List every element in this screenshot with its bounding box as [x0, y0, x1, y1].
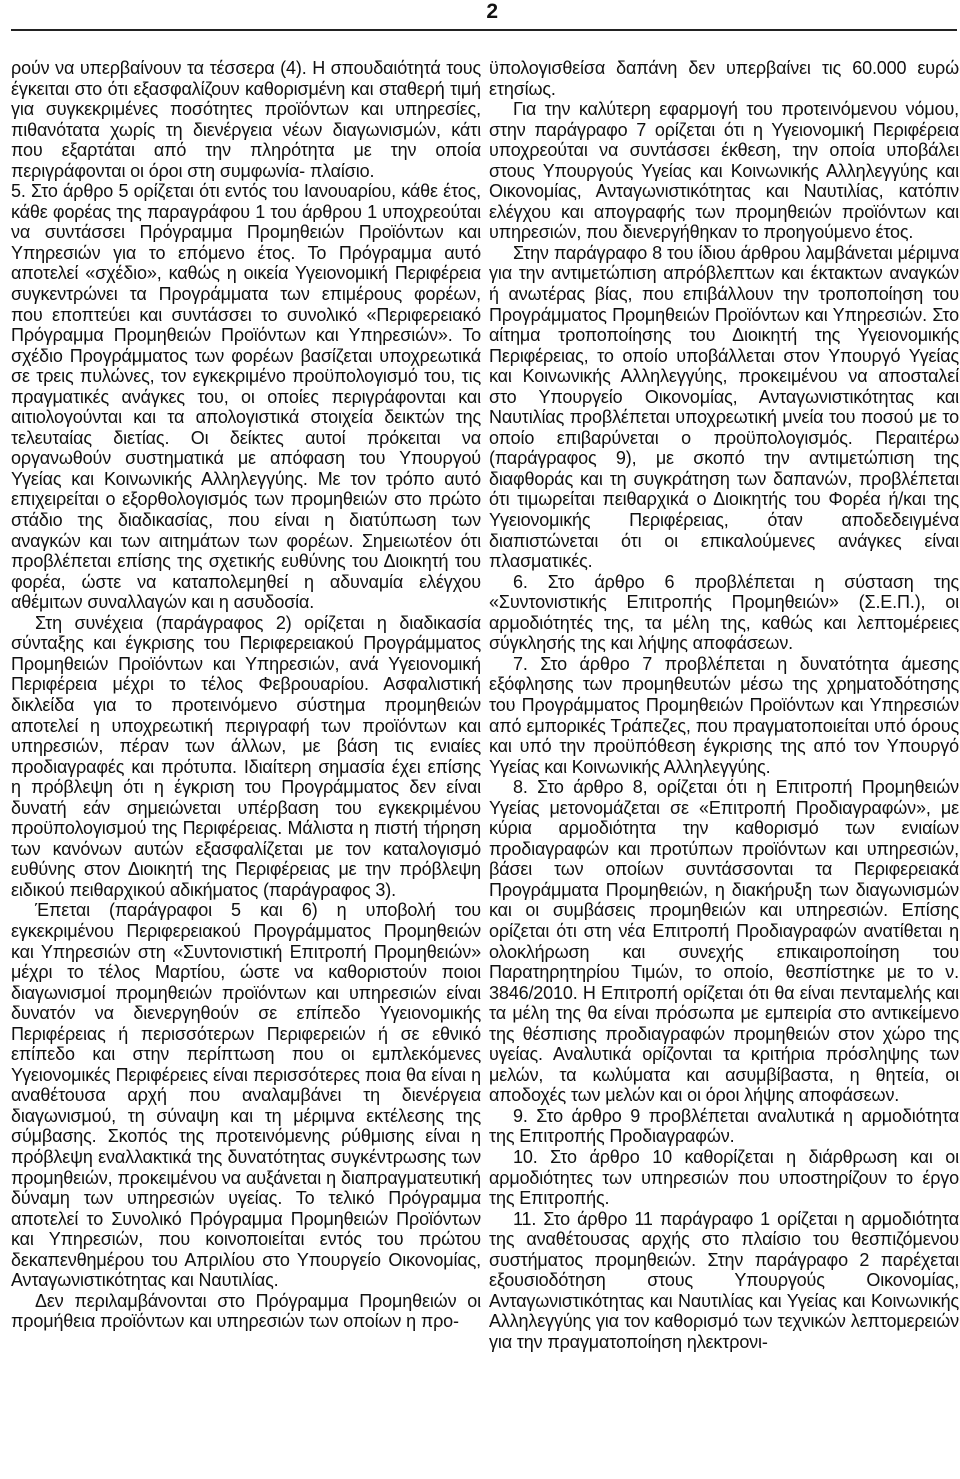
paragraph: 11. Στο άρθρο 11 παράγραφο 1 ορίζεται η αρμοδιότητα της αναθέτουσας αρχής στο πλαίσιο του θεσπιζόμενου συστήματος προμηθειών. Στην παράγραφο 2 παρέχεται εξουσιοδότηση στους Υπουργούς Οικονομίας, Ανταγωνιστικότητας και Ναυτιλίας και Υγείας και Κοινωνικής Αλληλεγγύης για τον καθορισμό των τεχνικών λεπτομερειών για την πραγματοποίηση ηλεκτρονι- [489, 1208, 959, 1352]
paragraph: Δεν περιλαμβάνονται στο Πρόγραμμα Προμηθειών οι προμήθεια προϊόντων και υπηρεσιών των οποίων η προ- [11, 1290, 481, 1332]
paragraph: Για την καλύτερη εφαρμογή του προτεινόμενου νόμου, στην παράγραφο 7 ορίζεται ότι η Υγειονομική Περιφέρεια υποχρεούται να συντάσσει έκθεση, την οποία υποβάλει στους Υπουργούς Υγείας και Κοινωνικής Αλληλεγγύης και Οικονομίας, Ανταγωνιστικότητας και Ναυτιλίας, κατόπιν ελέγχου και απογραφής των προμηθειών προϊόντων και υπηρεσιών, που διενεργήθηκαν το προηγούμενο έτος. [489, 99, 959, 243]
paragraph: 6. Στο άρθρο 6 προβλέπεται η σύσταση της «Συντονιστικής Επιτροπής Προμηθειών» (Σ.Ε.Π.), οι αρμοδιότητές της, τα μέλη της, καθώς και λεπτομέρειες σύγκλησής της και λήψης αποφάσεων. [489, 571, 959, 654]
paragraph: Έπεται (παράγραφοι 5 και 6) η υποβολή του εγκεκριμένου Περιφερειακού Προγράμματος Προμηθειών και Υπηρεσιών στη «Συντονιστική Επιτροπή Προμηθειών» μέχρι το τέλος Μαρτίου, ώστε να καθοριστούν ποιοι διαγωνισμοί προμηθειών προϊόντων και υπηρεσιών είναι δυνατόν να διενεργηθούν σε επίπεδο Υγειονομικής Περιφέρειας ή περισσότερων Περιφερειών ή σε εθνικό επίπεδο και στην περίπτωση που οι εμπλεκόμενες Υγειονομικές Περιφέρειες είναι περισσότερες ποια θα είναι η αναθέτουσα αρχή που αναλαμβάνει τη διενέργεια διαγωνισμού, τη σύναψη και τη μέριμνα εκτέλεσης της σύμβασης. Σκοπός της προτεινόμενης ρύθμισης είναι η πρόβλεψη εναλλακτικά της δυνατότητας συγκέντρωσης των προμηθειών, προκειμένου να αυξάνεται η διαπραγματευτική δύναμη των υπηρεσιών υγείας. Το τελικό Πρόγραμμα αποτελεί το Συνολικό Πρόγραμμα Προμηθειών Προϊόντων και Υπηρεσιών, που κοινοποιείται εντός του πρώτου δεκαπενθημέρου του Απριλίου στο Υπουργείο Οικονομίας, Ανταγωνιστικότητας και Ναυτιλίας. [11, 900, 481, 1291]
paragraph: 10. Στο άρθρο 10 καθορίζεται η διάρθρωση και οι αρμοδιότητες των υπηρεσιών που υποστηρίζουν το έργο της Επιτροπής. [489, 1146, 959, 1209]
paragraph: 8. Στο άρθρο 8, ορίζεται ότι η Επιτροπή Προμηθειών Υγείας μετονομάζεται σε «Επιτροπή Προδιαγραφών», με κύρια αρμοδιότητα την καθορισμό των ενιαίων προδιαγραφών και προτύπων προϊόντων και υπηρεσιών, βάσει των οποίων συντάσσονται τα Περιφερειακά Προγράμματα Προμηθειών, η διακήρυξη των διαγωνισμών και οι συμβάσεις προμηθειών και υπηρεσιών. Επίσης ορίζεται ότι στη νέα Επιτροπή Προδιαγραφών ανατίθεται η ολοκλήρωση και συνεχής επικαιροποίηση του Παρατηρητηρίου Τιμών, το οποίο, θεσπίστηκε με το ν. 3846/2010. Η Επιτροπή ορίζεται ότι θα είναι πενταμελής και τα μέλη της θα είναι πρόσωπα με εμπειρία στο αντικείμενο της θέσπισης προδιαγραφών προμηθειών στον χώρο της υγείας. Αναλυτικά ορίζονται τα κριτήρια πρόσληψης των μελών, τα κωλύματα και ασυμβίβαστα, η θητεία, οι αποδοχές των μελών και οι όροι λήψης αποφάσεων. [489, 777, 959, 1106]
page-number: 2 [486, 0, 498, 23]
paragraph: ρούν να υπερβαίνουν τα τέσσερα (4). Η σπουδαιότητά τους έγκειται στο ότι εξασφαλίζουν καθορισμένη και σταθερή τιμή για συγκεκριμένες ποσότητες προϊόντων και υπηρεσίες, πιθανότατα χωρίς τη διενέργεια νέων διαγωνισμών, κάτι που εξαρτάται από την πληρότητα με την οποία περιγράφονται οι όροι στη συμφωνία- πλαίσιο. [11, 58, 481, 181]
paragraph: 5. Στο άρθρο 5 ορίζεται ότι εντός του Ιανουαρίου, κάθε έτος, κάθε φορέας της παραγράφου 1 του άρθρου 1 υποχρεούται να συντάσσει Πρόγραμμα Προμηθειών Προϊόντων και Υπηρεσιών για το επόμενο έτος. Το Πρόγραμμα αυτό αποτελεί «σχέδιο», καθώς η οικεία Υγειονομική Περιφέρεια συγκεντρώνει τα Προγράμματα των επιμέρους φορέων, που εποπτεύει και συντάσσει το συνολικό «Περιφερειακό Πρόγραμμα Προμηθειών Προϊόντων και Υπηρεσιών». Το σχέδιο Προγράμματος των φορέων βασίζεται υποχρεωτικά σε τρεις πυλώνες, τον εγκεκριμένο προϋπολογισμό του, τις πραγματικές ανάγκες του, οι οποίες περιγράφονται και αιτιολογούνται και τα απολογιστικά στοιχεία δεικτών της τελευταίας διετίας. Οι δείκτες αυτοί πρόκειται να οργανωθούν συστηματικά με απόφαση του Υπουργού Υγείας και Κοινωνικής Αλληλεγγύης. Με τον τρόπο αυτό επιχειρείται ο εξορθολογισμός των προμηθειών στο πρώτο στάδιο της διαδικασίας, που είναι η διατύπωση των αναγκών και των αιτημάτων των φορέων. Σημειωτέον ότι προβλέπεται επίσης της σχετικής ευθύνης του Διοικητή του φορέα, ώστε να καταπολεμηθεί η αδυναμία ελέγχου αθέμιτων συναλλαγών και η ασυδοσία. [11, 181, 481, 613]
header-rule [11, 29, 957, 31]
paragraph: ϋπολογισθείσα δαπάνη δεν υπερβαίνει τις 60.000 ευρώ ετησίως. [489, 58, 959, 99]
right-column [489, 58, 959, 1352]
paragraph: 9. Στο άρθρο 9 προβλέπεται αναλυτικά η αρμοδιότητα της Επιτροπής Προδιαγραφών. [489, 1105, 959, 1147]
paragraph: Στην παράγραφο 8 του ίδιου άρθρου λαμβάνεται μέριμνα για την αντιμετώπιση απρόβλεπτων και έκτακτων αναγκών ή ανωτέρας βίας, που επιβάλλουν την τροποποίηση του Προγράμματος Προμηθειών Προϊόντων και Υπηρεσιών. Στο αίτημα τροποποίησης του Διοικητή της Υγειονομικής Περιφέρειας, το οποίο υποβάλλεται στον Υπουργό Υγείας και Κοινωνικής Αλληλεγγύης, προκειμένου να αποσταλεί στο Υπουργείο Οικονομίας, Ανταγωνιστικότητας και Ναυτιλίας προβλέπεται υποχρεωτική μνεία του ποσού με το οποίο επιβαρύνεται ο προϋπολογισμός. Περαιτέρω (παράγραφος 9), με σκοπό την αντιμετώπιση της διαφθοράς και τη συγκράτηση των δαπανών, προβλέπεται ότι τιμωρείται πειθαρχικά ο Διοικητής του Φορέα ή/και της Υγειονομικής Περιφέρειας, όταν αποδεδειγμένα διαπιστώνεται ότι οι επικαλούμενες ανάγκες είναι πλασματικές. [489, 242, 959, 572]
left-column [11, 58, 481, 1332]
paragraph: 7. Στο άρθρο 7 προβλέπεται η δυνατότητα άμεσης εξόφλησης των προμηθευτών μέσω της χρηματοδότησης του Προγράμματος Προμηθειών Προϊόντων και Υπηρεσιών από εμπορικές Τράπεζες, που πραγματοποιείται υπό όρους και υπό την προϋπόθεση έγκρισης της από τον Υπουργό Υγείας και Κοινωνικής Αλληλεγγύης. [489, 653, 959, 777]
paragraph: Στη συνέχεια (παράγραφος 2) ορίζεται η διαδικασία σύνταξης και έγκρισης του Περιφερειακού Προγράμματος Προμηθειών Προϊόντων και Υπηρεσιών, ανά Υγειονομική Περιφέρεια μέχρι το τέλος Φεβρουαρίου. Ασφαλιστική δικλείδα για το προτεινόμενο σύστημα προμηθειών αποτελεί η υποχρεωτική περιγραφή των προϊόντων και υπηρεσιών, πέραν των άλλων, με βάση τις ενιαίες προδιαγραφές και πρότυπα. Ιδιαίτερη σημασία έχει επίσης η πρόβλεψη ότι η έγκριση του Προγράμματος δεν είναι δυνατή εάν σημειώνεται υπέρβαση του εγκεκριμένου προϋπολογισμού της Περιφέρειας. Μάλιστα η πιστή τήρηση των κανόνων αυτών εξασφαλίζεται με τον καταλογισμό ευθύνης στον Διοικητή της Περιφέρειας με την πρόβλεψη ειδικού πειθαρχικού αδικήματος (παράγραφος 3). [11, 612, 481, 900]
